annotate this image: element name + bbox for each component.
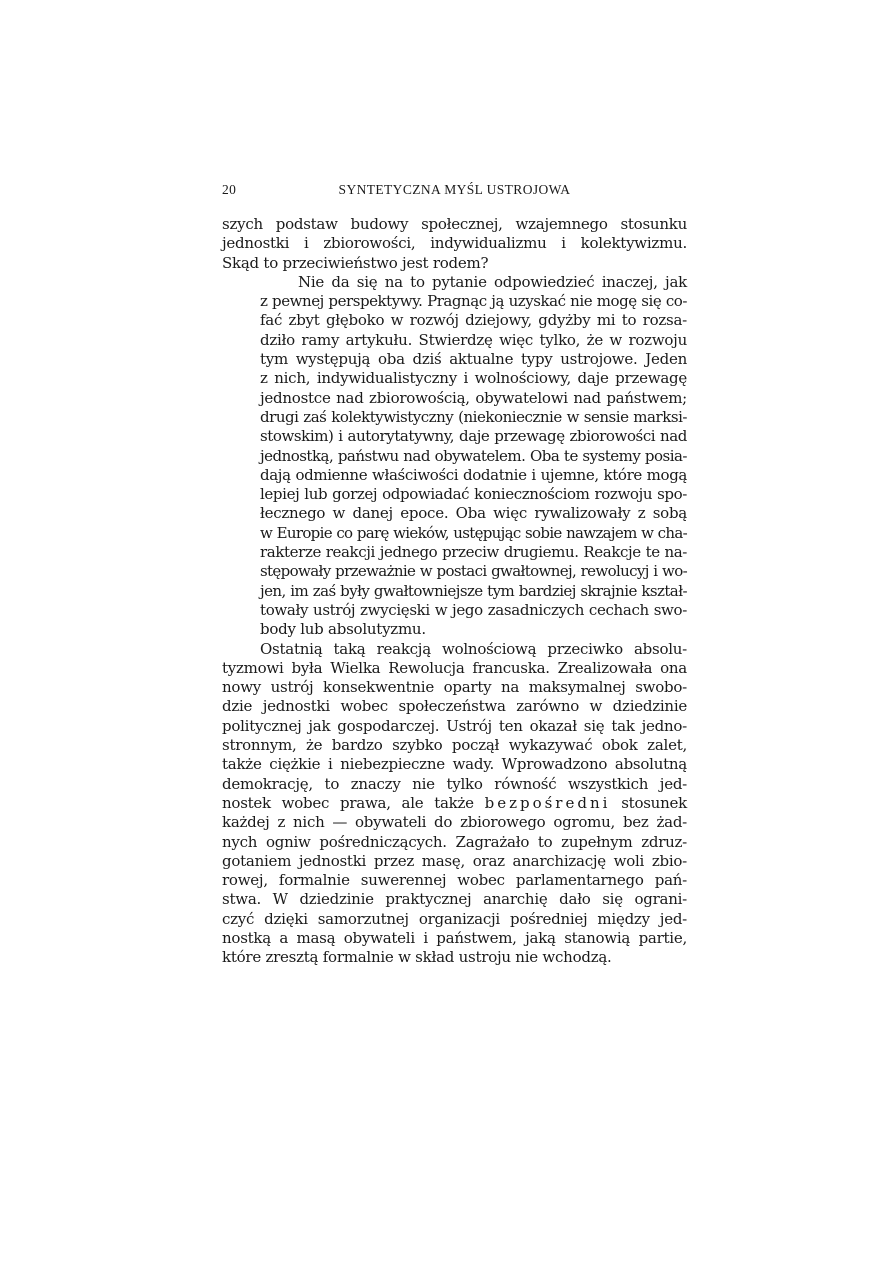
text-line: w Europie co parę wieków, ustępując sobie nawzajem w cha- (260, 523, 687, 542)
text-line: także ciężkie i niebezpieczne wady. Wprowadzono absolutną (222, 755, 687, 774)
emphasized-word: bezpośredni (484, 793, 611, 812)
text-line: stronnym, że bardzo szybko począł wykazywać obok zalet, (222, 736, 687, 755)
text-line: czyć dzięki samorzutnej organizacji pośredniej między jed- (222, 909, 687, 928)
text-fragment: nostek wobec prawa, ale także (222, 793, 474, 812)
text-line: z nich, indywidualistyczny i wolnościowy, daje przewagę (260, 369, 687, 388)
text-line: Ostatnią taką reakcją wolnościową przeciwko absolu- (260, 639, 687, 658)
body-text (222, 215, 687, 968)
text-line: demokrację, to znaczy nie tylko równość wszystkich jed- (222, 774, 687, 793)
page-header (222, 182, 687, 202)
paragraph (222, 273, 687, 640)
text-line: jednostce nad zbiorowością, obywatelowi nad państwem; (260, 388, 687, 407)
text-line: fać zbyt głęboko w rozwój dziejowy, gdyżby mi to rozsa- (260, 311, 687, 330)
text-line: stowskim) i autorytatywny, daje przewagę zbiorowości nad (260, 427, 687, 446)
text-line: tym występują oba dziś aktualne typy ustrojowe. Jeden (260, 350, 687, 369)
text-line: szych podstaw budowy społecznej, wzajemnego stosunku (222, 215, 687, 233)
running-title: SYNTETYCZNA MYŚL USTROJOWA (338, 182, 571, 197)
text-line: każdej z nich — obywateli do zbiorowego ogromu, bez żad- (222, 813, 687, 832)
text-line: rakterze reakcji jednego przeciw drugiemu. Reakcje te na- (260, 543, 687, 562)
text-line: politycznej jak gospodarczej. Ustrój ten okazał się tak jedno- (222, 716, 687, 735)
text-line: gotaniem jednostki przez masę, oraz anarchizację woli zbio- (222, 851, 687, 870)
text-line: tyzmowi była Wielka Rewolucja francuska. Zrealizowała ona (222, 658, 687, 677)
text-line: towały ustrój zwycięski w jego zasadniczych cechach swo- (260, 600, 687, 619)
text-line: dają odmienne właściwości dodatnie i ujemne, które mogą (260, 465, 687, 484)
text-line: body lub absolutyzmu. (260, 620, 426, 639)
text-line: stępowały przeważnie w postaci gwałtownej, rewolucyj i wo- (260, 562, 687, 581)
text-line: dzie jednostki wobec społeczeństwa zarówno w dziedzinie (222, 697, 687, 716)
text-fragment: stosunek (621, 793, 687, 812)
paragraph (222, 640, 687, 968)
text-line: stwa. W dziedzinie praktycznej anarchię dało się ograni- (222, 890, 687, 909)
paragraph (222, 215, 687, 273)
text-line: jen, im zaś były gwałtowniejsze tym bardziej skrajnie kształ- (260, 581, 687, 600)
text-line: drugi zaś kolektywistyczny (niekoniecznie w sensie marksi- (260, 407, 687, 426)
text-line: rowej, formalnie suwerennej wobec parlamentarnego pań- (222, 871, 687, 890)
page-number: 20 (222, 182, 237, 197)
text-line-emphasis (222, 794, 687, 813)
text-line: z pewnej perspektywy. Pragnąc ją uzyskać nie mogę się co- (260, 292, 687, 311)
text-line: jednostką, państwu nad obywatelem. Oba te systemy posia- (260, 446, 687, 465)
text-line: łecznego w danej epoce. Oba więc rywalizowały z sobą (260, 504, 687, 523)
text-line: jednostki i zbiorowości, indywidualizmu i kolektywizmu. (222, 234, 687, 253)
text-line: Nie da się na to pytanie odpowiedzieć inaczej, jak (298, 272, 687, 291)
text-line: nostką a masą obywateli i państwem, jaką stanowią partie, (222, 928, 687, 947)
text-line: które zresztą formalnie w skład ustroju nie wchodzą. (222, 948, 612, 967)
text-line: dziło ramy artykułu. Stwierdzę więc tylko, że w rozwoju (260, 330, 687, 349)
text-line: Skąd to przeciwieństwo jest rodem? (222, 253, 489, 272)
text-line: nych ogniw pośredniczących. Zagrażało to zupełnym zdruz- (222, 832, 687, 851)
text-line: lepiej lub gorzej odpowiadać koniecznościom rozwoju spo- (260, 485, 687, 504)
text-line: nowy ustrój konsekwentnie oparty na maksymalnej swobo- (222, 678, 687, 697)
